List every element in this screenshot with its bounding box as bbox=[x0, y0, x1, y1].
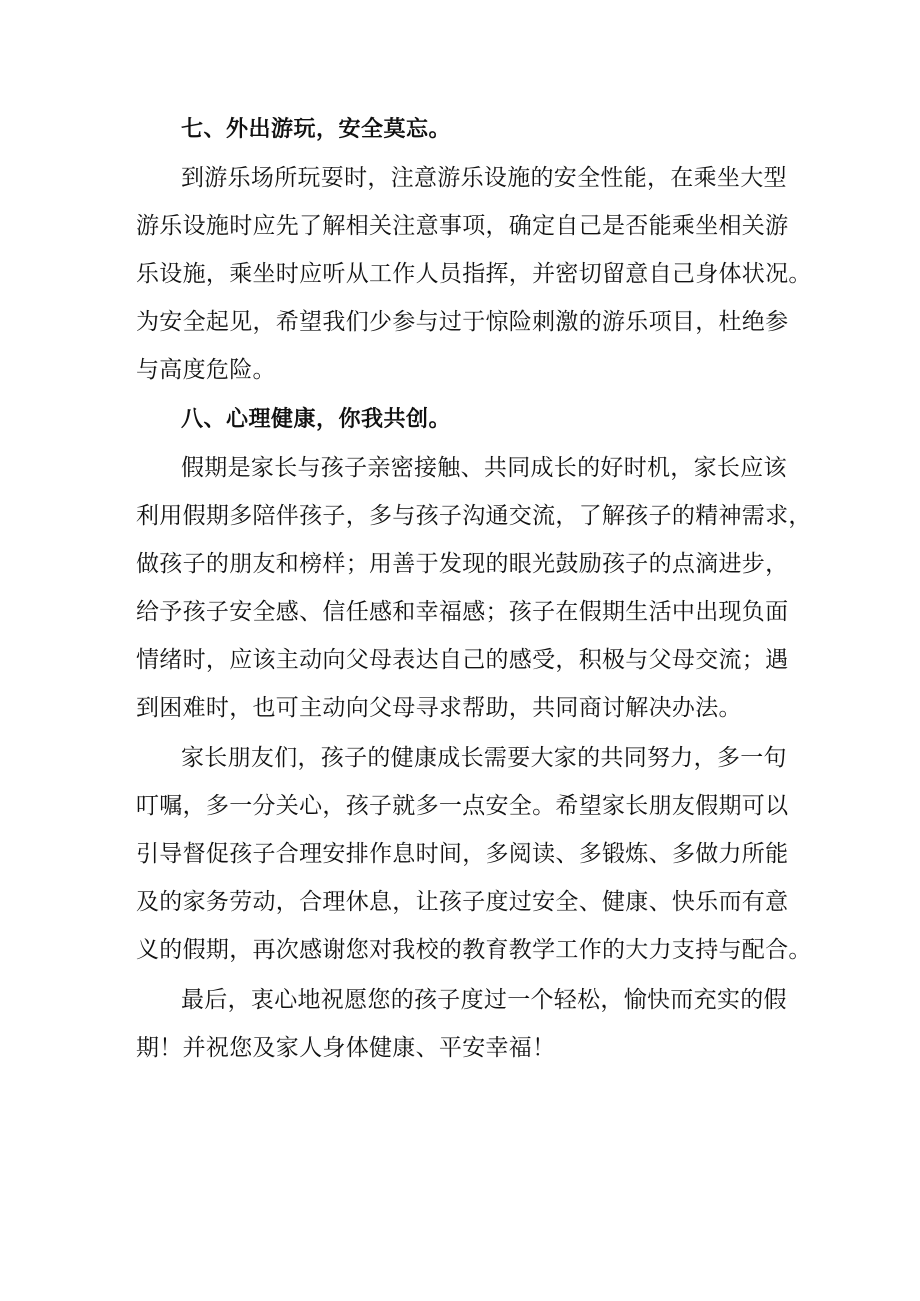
closing-paragraph-parents bbox=[136, 734, 812, 974]
closing-paragraph-wishes bbox=[136, 976, 804, 1072]
text-line: 及的家务劳动，合理休息，让孩子度过安全、健康、快乐而有意 bbox=[136, 889, 789, 915]
text-line: 游乐设施时应先了解相关注意事项，确定自己是否能乘坐相关游 bbox=[136, 213, 789, 239]
text-line: 假期是家长与孩子亲密接触、共同成长的好时机，家长应该 bbox=[181, 455, 787, 481]
text-line: 到游乐场所玩耍时，注意游乐设施的安全性能，在乘坐大型 bbox=[181, 165, 787, 191]
text-line: 利用假期多陪伴孩子，多与孩子沟通交流，了解孩子的精神需求， bbox=[136, 503, 812, 529]
text-line: 叮嘱，多一分关心，孩子就多一点安全。希望家长朋友假期可以 bbox=[136, 793, 789, 819]
text-line: 最后，衷心地祝愿您的孩子度过一个轻松，愉快而充实的假 bbox=[181, 987, 787, 1013]
text-line: 到困难时，也可主动向父母寻求帮助，共同商讨解决办法。 bbox=[136, 695, 742, 721]
text-line: 为安全起见，希望我们少参与过于惊险刺激的游乐项目，杜绝参 bbox=[136, 309, 789, 335]
text-line: 家长朋友们，孩子的健康成长需要大家的共同努力，多一句 bbox=[181, 745, 787, 771]
text-line: 引导督促孩子合理安排作息时间，多阅读、多锻炼、多做力所能 bbox=[136, 841, 789, 867]
text-line: 乐设施，乘坐时应听从工作人员指挥，并密切留意自己身体状况。 bbox=[136, 261, 812, 287]
text-line: 情绪时，应该主动向父母表达自己的感受，积极与父母交流；遇 bbox=[136, 647, 789, 673]
text-line: 义的假期，再次感谢您对我校的教育教学工作的大力支持与配合。 bbox=[136, 937, 812, 963]
section-heading-8: 八、心理健康，你我共创。 bbox=[181, 407, 452, 432]
text-line: 给予孩子安全感、信任感和幸福感；孩子在假期生活中出现负面 bbox=[136, 599, 789, 625]
text-line: 与高度危险。 bbox=[136, 357, 276, 383]
section-paragraph-8 bbox=[136, 444, 812, 732]
text-line: 期！并祝您及家人身体健康、平安幸福！ bbox=[136, 1035, 556, 1061]
section-heading-7: 七、外出游玩，安全莫忘。 bbox=[181, 117, 452, 142]
section-paragraph-7 bbox=[136, 154, 812, 394]
text-line: 做孩子的朋友和榜样；用善于发现的眼光鼓励孩子的点滴进步， bbox=[136, 551, 789, 577]
document-body bbox=[136, 106, 812, 1072]
